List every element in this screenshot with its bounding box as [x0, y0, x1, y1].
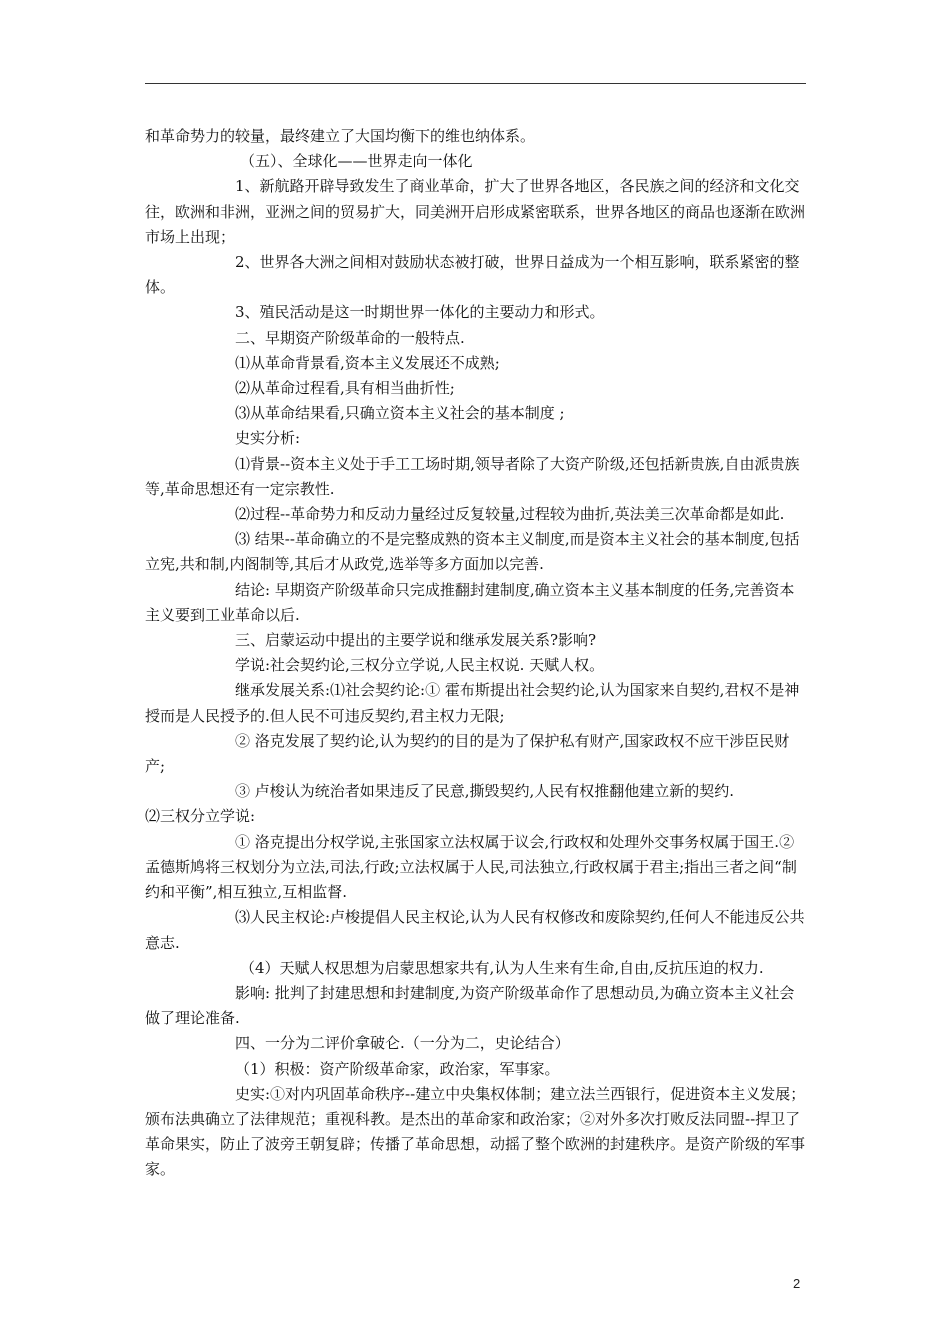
document-body — [145, 124, 806, 1183]
paragraph: 二、早期资产阶级革命的一般特点. — [235, 328, 465, 347]
paragraph: ① 洛克提出分权学说,主张国家立法权属于议会,行政权和处理外交事务权属于国王.② 孟德斯鸠将三权划分为立法,司法,行政;立法权属于人民,司法独立,行政权属于君主;指出三者之间“制约和平衡”,相互独立,互相监督. — [145, 832, 797, 902]
paragraph: ⑶人民主权论:卢梭提倡人民主权论,认为人民有权修改和废除契约,任何人不能违反公共意志. — [145, 908, 805, 952]
paragraph: 3、殖民活动是这一时期世界一体化的主要动力和形式。 — [235, 303, 605, 322]
header-rule — [145, 83, 806, 84]
paragraph: （1）积极：资产阶级革命家，政治家，军事家。 — [235, 1059, 560, 1078]
paragraph: ③ 卢梭认为统治者如果违反了民意,撕毁契约,人民有权推翻他建立新的契约. — [235, 782, 735, 801]
paragraph: 2、世界各大洲之间相对鼓励状态被打破，世界日益成为一个相互影响，联系紧密的整体。 — [145, 253, 800, 297]
paragraph: 1、新航路开辟导致发生了商业革命，扩大了世界各地区，各民族之间的经济和文化交往，欧洲和非洲，亚洲之间的贸易扩大，同美洲开启形成紧密联系，世界各地区的商品也逐渐在欧洲市场上出现； — [145, 177, 806, 246]
paragraph: 影响: 批判了封建思想和封建制度,为资产阶级革命作了思想动员,为确立资本主义社会做了理论准备. — [145, 983, 795, 1028]
paragraph: ② 洛克发展了契约论,认为契约的目的是为了保护私有财产,国家政权不应干涉臣民财产; — [145, 731, 790, 776]
page-number: 2 — [793, 1276, 801, 1291]
paragraph: 和革命势力的较量，最终建立了大国均衡下的维也纳体系。 — [145, 127, 536, 145]
paragraph: 三、启蒙运动中提出的主要学说和继承发展关系?影响? — [235, 631, 597, 650]
paragraph: ⑵从革命过程看,具有相当曲折性; — [235, 379, 455, 398]
paragraph: （五）、全球化——世界走向一体化 — [240, 152, 473, 171]
paragraph: 四、一分为二评价拿破仑.（一分为二，史论结合） — [235, 1034, 570, 1053]
paragraph: 史实:①对内巩固革命秩序--建立中央集权体制；建立法兰西银行，促进资本主义发展；颁布法典确立了法律规范；重视科教。是杰出的革命家和政治家；②对外多次打败反法同盟--捍卫了革命果实，防止了波旁王朝复辟；传播了革命思想，动摇了整个欧洲的封建秩序。是资产阶级的军事家。 — [145, 1084, 806, 1179]
paragraph: ⑴背景--资本主义处于手工工场时期,领导者除了大资产阶级,还包括新贵族,自由派贵族等,革命思想还有一定宗教性. — [145, 454, 800, 498]
paragraph: 继承发展关系:⑴社会契约论:① 霍布斯提出社会契约论,认为国家来自契约,君权不是神授而是人民授予的.但人民不可违反契约,君主权力无限; — [145, 681, 800, 725]
paragraph: ⑵三权分立学说: — [145, 807, 256, 826]
paragraph: （4）天赋人权思想为启蒙思想家共有,认为人生来有生命,自由,反抗压迫的权力. — [240, 958, 764, 977]
paragraph: ⑴从革命背景看,资本主义发展还不成熟; — [235, 353, 500, 372]
paragraph: 结论: 早期资产阶级革命只完成推翻封建制度,确立资本主义基本制度的任务,完善资本主义要到工业革命以后. — [145, 580, 795, 624]
paragraph: ⑶从革命结果看,只确立资本主义社会的基本制度 ; — [235, 404, 565, 423]
paragraph: ⑵过程--革命势力和反动力量经过反复较量,过程较为曲折,英法美三次革命都是如此. — [235, 505, 785, 524]
paragraph: ⑶ 结果--革命确立的不是完整成熟的资本主义制度,而是资本主义社会的基本制度,包括立宪,共和制,内阁制等,其后才从政党,选举等多方面加以完善. — [145, 530, 800, 574]
paragraph: 史实分析: — [235, 429, 301, 448]
paragraph: 学说:社会契约论,三权分立学说,人民主权说. 天赋人权。 — [235, 656, 605, 675]
